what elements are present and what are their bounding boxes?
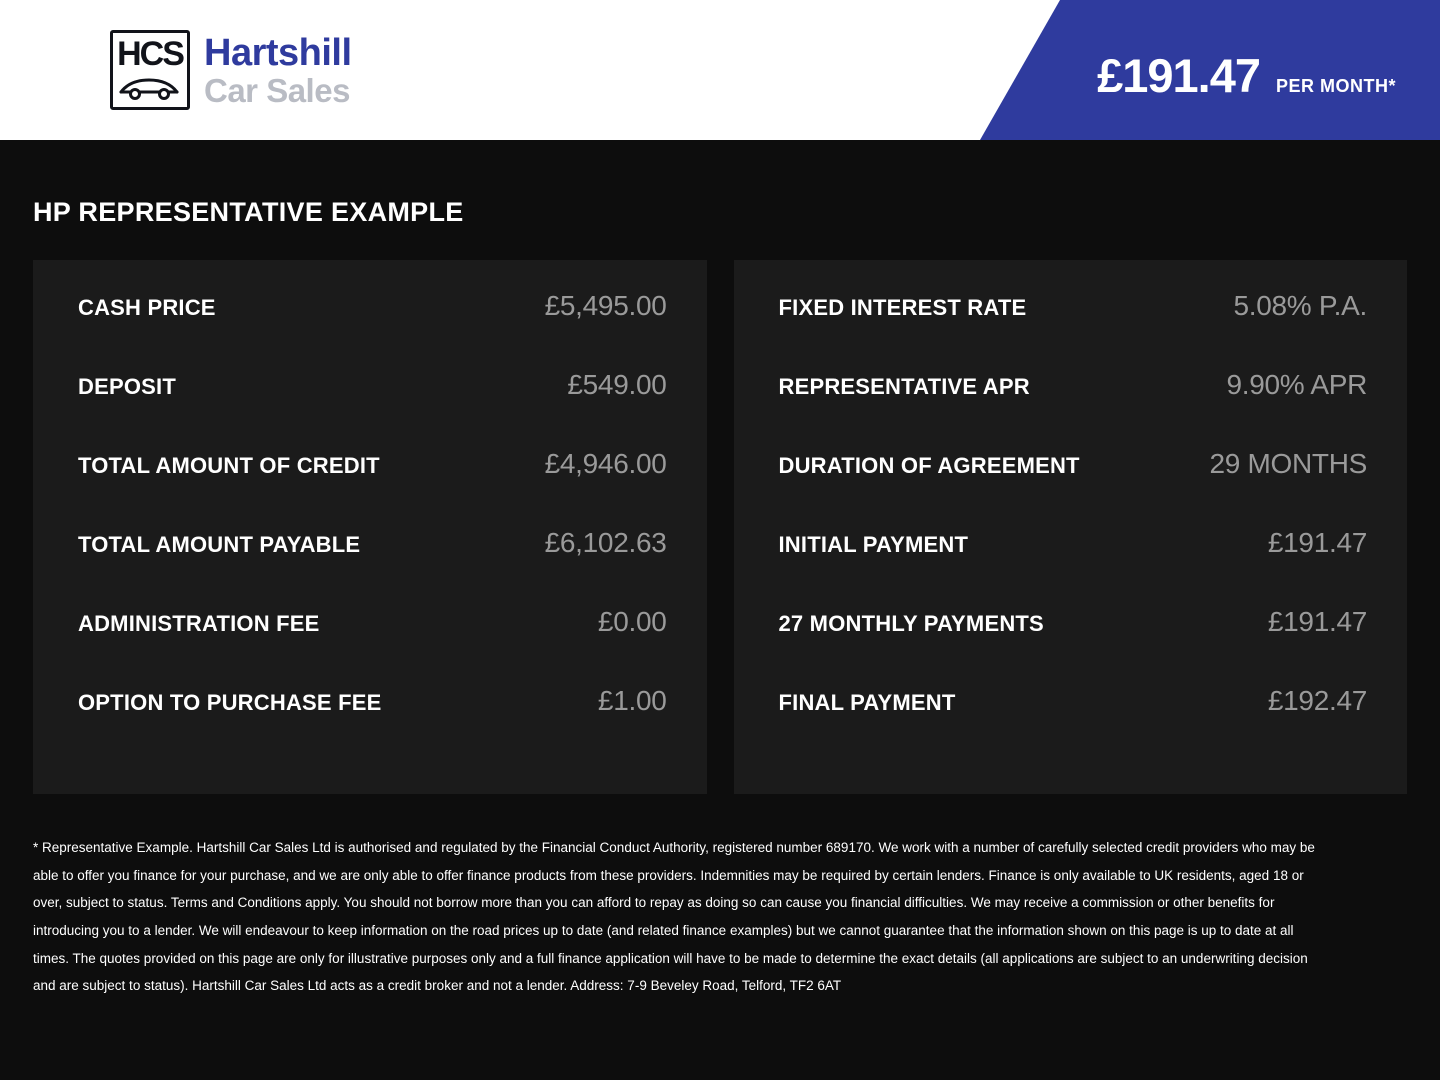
table-row — [779, 606, 1368, 685]
row-value: £0.00 — [597, 606, 667, 637]
hcs-logo-icon — [110, 30, 190, 110]
finance-table-left — [33, 260, 707, 794]
row-label: 27 MONTHLY PAYMENTS — [778, 611, 1044, 636]
table-row — [78, 527, 667, 606]
finance-tables — [33, 260, 1407, 794]
page-header — [0, 0, 1440, 140]
row-value: £549.00 — [567, 369, 667, 400]
row-value: 29 MONTHS — [1209, 448, 1367, 479]
table-row — [78, 448, 667, 527]
row-value: £192.47 — [1267, 685, 1367, 716]
table-row — [78, 290, 667, 369]
row-label: TOTAL AMOUNT OF CREDIT — [78, 453, 380, 478]
row-label: FIXED INTEREST RATE — [778, 295, 1027, 320]
row-value: £6,102.63 — [544, 527, 667, 558]
page-title: HP REPRESENTATIVE EXAMPLE — [33, 197, 464, 227]
table-row — [78, 685, 667, 764]
row-label: CASH PRICE — [78, 295, 216, 320]
row-label: OPTION TO PURCHASE FEE — [78, 690, 382, 715]
hcs-logo-text: HCS — [117, 35, 183, 73]
row-label: INITIAL PAYMENT — [778, 532, 969, 557]
price-amount: £191.47 — [1097, 49, 1260, 102]
table-row — [779, 290, 1368, 369]
table-row — [779, 527, 1368, 606]
row-value: £191.47 — [1267, 606, 1367, 637]
table-row — [78, 369, 667, 448]
row-label: TOTAL AMOUNT PAYABLE — [78, 532, 361, 557]
row-value: £5,495.00 — [544, 290, 667, 321]
car-icon — [119, 76, 181, 100]
row-value: £191.47 — [1267, 527, 1367, 558]
price-period-label: PER MONTH* — [1275, 76, 1396, 96]
disclaimer-text: * Representative Example. Hartshill Car Sales Ltd is authorised and regulated by the Financial Conduct Authority, registered number 689170. We work with a number of carefully selected credit providers who may be able to offer you finance for your purchase, and we are only able to offer finance products from these providers. Indemnities may be required by certain lenders. Finance is only available to UK residents, aged 18 or over, subject to status. Terms and Conditions apply. You should not borrow more than you can afford to repay as doing so can cause you financial difficulties. We may receive a commission or other benefits for introducing you to a lender. We will endeavour to keep information on the road prices up to date (and related finance examples) but we cannot guarantee that the information shown on this page is up to date at all times. The quotes provided on this page are only for illustrative purposes only and a full finance application will have to be made to determine the exact details (all applications are subject to an underwriting decision and are subject to status). Hartshill Car Sales Ltd acts as a credit broker and not a lender. Address: 7-9 Beveley Road, Telford, TF2 6AT — [33, 840, 1315, 994]
monthly-price — [1097, 48, 1396, 103]
brand-wordmark — [204, 31, 352, 109]
row-value: £1.00 — [597, 685, 667, 716]
row-label: ADMINISTRATION FEE — [78, 611, 320, 636]
table-row — [78, 606, 667, 685]
table-row — [779, 369, 1368, 448]
table-row — [779, 685, 1368, 764]
brand-logo — [110, 30, 352, 110]
brand-name-line1: Hartshill — [204, 31, 352, 74]
row-value: £4,946.00 — [544, 448, 667, 479]
row-label: FINAL PAYMENT — [778, 690, 956, 715]
row-value: 5.08% P.A. — [1233, 290, 1367, 321]
row-value: 9.90% APR — [1226, 369, 1367, 400]
row-label: DEPOSIT — [78, 374, 176, 399]
row-label: DURATION OF AGREEMENT — [778, 453, 1080, 478]
row-label: REPRESENTATIVE APR — [778, 374, 1030, 399]
brand-name-line2: Car Sales — [204, 71, 350, 109]
finance-table-right — [734, 260, 1408, 794]
table-row — [779, 448, 1368, 527]
